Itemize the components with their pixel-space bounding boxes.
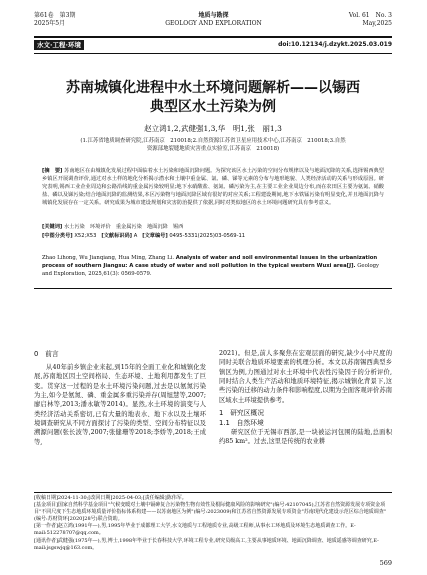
article-no-value: 0495-5331(2025)03-0569-11 [169,233,246,239]
section-heading-study-area: 1 研究区概况 [219,409,265,418]
page-number: 569 [379,559,392,567]
body-right-column [219,349,392,447]
authors: 赵立鸿1,2,武健强1,3,华 明1,张 丽1,3 [144,124,282,133]
abstract [42,168,384,208]
keywords-row [42,224,384,232]
en-citation-title: Analysis of water and soil environmental issues in the urbanization process of southern Jiangsu: A case study of water and soil pollution in the typical western Wuxi area[J]. [42,255,378,270]
footnote-rule [34,492,392,493]
journal-name-cn: 地质与勘探 [198,12,229,19]
section-heading-natural-environment: 1.1 自然环境 [219,419,264,428]
en-citation-source: Geology and Exploration, 2025,61(3): 0569-0579. [42,263,380,278]
affiliation-line-1: (1.江苏省地质调查研究院,江苏南京 210018;2.自然资源江苏省卫星应用技术中心,江苏南京 210018;3.自然 [80,138,346,144]
footnote-corresponding: [通讯作者]武健强(1975年—),男,博士,1998年毕业于长春科技大学,环境工程专业,研究员级高工,主要从事地质环境、地面沉降调查、地质遥感等调查研究,E-mail:jsgswjq@163.com。 [34,537,379,551]
clc-label: [中图分类号] [42,233,73,239]
section-heading-preface: 0 前言 [34,350,59,358]
journal-volume-en [349,12,392,27]
volume-issue-en: Vol. 61 No. 3 [348,12,392,19]
header-rule [34,36,392,38]
affiliation-line-2: 资源部地裂缝地质灾害重点实验室,江苏南京 210018) [146,146,280,153]
date-en: May,2025 [362,19,392,27]
article-no-label: [文章编号] [142,233,168,239]
title-line-1: 苏南城镇化进程中水土环境问题解析——以锡西 [66,80,360,96]
paragraph-continued: 2021)。但是,前人多聚焦在宏观层面的研究,缺少小中尺度的同时关联合地质环境要素的机理分析。本文以苏南锡西典型乡镇区为例,力图通过对水土环境中代表性污染因子的分析评价,同时结合人类生产活动和地质环境特征,揭示城镇化背景下,这些污染的迁移的动力条件和影响程度,以期为全面客观评价苏南区域水土环境提供参考。 [219,350,392,404]
english-citation [42,254,384,279]
journal-name-en: GEOLOGY AND EXPLORATION [165,19,262,27]
doi: doi:10.12134/j.dzykt.2025.03.019 [278,41,392,48]
footnote-funding: [基金项目]国家自然科学基金项目"气候变暖对土壤中镉砷复合污染物生物有效性及根际健康风险的影响研究"(编号:42107045),江苏省自然资源发展专项资金项目"不同尺度下生态地质环境质量评价指标体系构建——以苏南地区为例"(编号:2023009)和江苏省自然资源发展专项资金"苏南现代化建设示范区综合地质调查"(编号:苏财资环[2020]28号)联合资助。 [34,502,387,523]
body-left-column [34,349,206,447]
volume-issue-cn: 第61卷 第3期 [34,12,76,19]
footnotes [34,495,392,552]
paragraph-preface: 从40年前乡镇企业来起,到15年的全面工业化和城镇化发展,苏南地区因土空间格局、生态环境、土地利用都发生了巨变。贯穿这一过程的是水土环境污染问题,过去是以氨氮污染为主,如今是氨氮、磷、重金属多重污染并存(周旭慧等,2007;廖启林等,2013;潘永敏等2014)。显然,水土环境的演变与人类经济活动关系密切,已有大量的地表水、地下水以及土壤环境调查研究从不同方面探讨了污染的类型、空间分布特征以及溯源问题(张长波等,2007;张健珊等2018;李娇等,2018;王成等, [34,364,206,446]
paragraph-natural-environment: 研究区位于无锡市西部,是一块被运河包围的陆地,总面积约85 km²。过去,这里是传统的农业耕 [219,429,392,446]
abstract-bottom-rule [34,288,392,289]
article-title [34,79,392,117]
keywords-label: [关键词] [42,224,63,230]
subheader-rule [34,53,392,54]
abstract-text: 苏南地区在由城镇化发展过程中面临着水土污染和地面沉降问题。为探究该区水土污染的空间分布规律以及与地面沉降的关系,选择锡西典型乡镇区开展调查评价,通过对水土样的地化分析揭示潜水和土壤中重金属、氯、磷、锑等元素的分布与地形地貌、人类经济活动的关系与形成原因。研究表明,锡西工业企业周边和公路沿线的重金属污染较明显;地下水硝酸盐、氨氮、磷污染为主,在主要工业企业周边分布,而在农田区主要为氨氮、硝酸盐、磷以及锑污染;结合地面沉降的监测结果,本区污染物与地面沉降区域有很好的对应关系;工程建设期间,地下水铁锰污染有明显变化,并且地面沉降与城镇化发展存在一定关系。研究成果为城市建设规划和灾害防治提供了依据,同时对类似地区的水土环境问题研究具有参考意义。 [42,168,384,206]
footnote-received: [收稿日期]2024-11-30;[改回日期]2025-04-03;[责任编辑]陈伟军。 [34,495,187,501]
en-citation-authors: Zhao Lihong, Wu Jianqiang, Hua Ming, Zhang Li. [42,255,175,261]
clc-value: X52;X53 [74,233,97,239]
title-line-2: 典型区水土污染为例 [150,99,276,115]
affiliations [52,137,374,153]
doc-code-label: [文献标识码] [101,233,133,239]
abstract-label: [摘 要] [42,168,63,174]
keywords: 水土污染 环境评价 重金属污染 地面沉降 锡西 [63,224,184,230]
doc-code-value: A [133,233,138,239]
section-tag: 水文·工程·环境 [34,40,84,50]
footnote-first-author: [第一作者]赵立鸿(1991年—),男,1995年毕业于成都理工大学,水文地质与工程地质专业,高级工程师,从事水工环地质及环境生态地质调查工作。E-mail:512278707@qq.com。 [34,523,356,537]
date-cn: 2025年5月 [34,19,66,27]
classification-row [42,233,384,241]
